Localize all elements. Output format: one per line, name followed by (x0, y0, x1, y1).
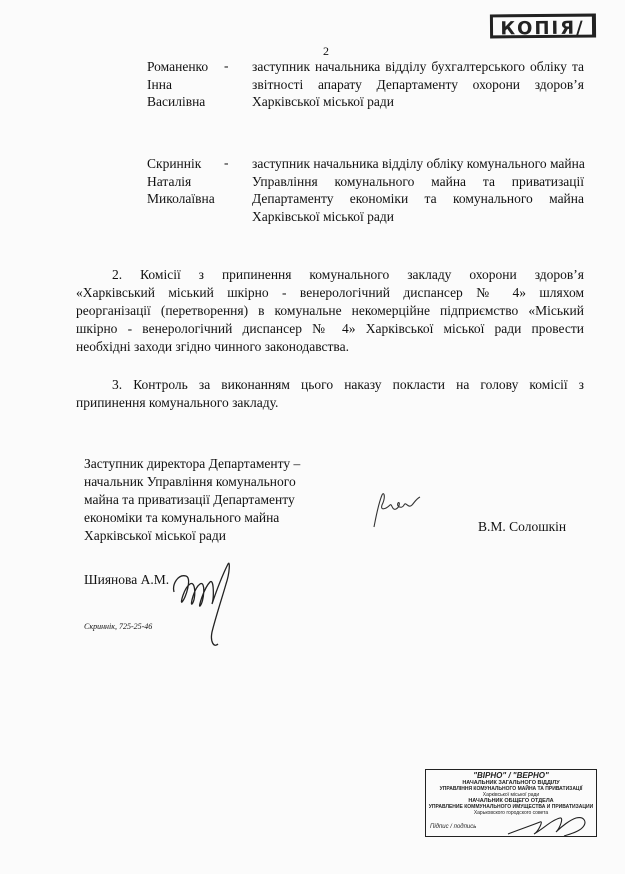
paragraph-item-2 (76, 266, 584, 356)
paragraph-line: необхідні заходи згідно чинного законодавства. (76, 339, 349, 354)
position-line: майна та приватизації Департаменту (84, 492, 295, 507)
paragraph-line: 2. Комісії з припинення комунального закладу охорони здоров’я (112, 267, 584, 282)
position-line: економіки та комунального майна (84, 510, 280, 525)
role-line: Харківської міської ради (252, 208, 395, 224)
member-dash: - (224, 155, 229, 170)
stamp-line: Харьковского городского совета (473, 810, 549, 816)
member-first-name: Інна (147, 76, 172, 92)
member-role-romanenko (252, 58, 584, 111)
member-patronymic: Миколаївна (147, 191, 215, 206)
stamp-line: УПРАВЛІННЯ КОМУНАЛЬНОГО МАЙНА ТА ПРИВАТИЗАЦІЇ (439, 786, 583, 792)
member-first-name: Наталія (147, 173, 192, 189)
certified-copy-stamp (425, 769, 597, 837)
signatory-name: В.М. Солошкін (478, 519, 567, 534)
paragraph-line: шкірно - венерологічний диспансер № 4» Харківської міської ради провести (76, 321, 584, 336)
member-role-skrynnik (252, 155, 584, 225)
stamp-line: НАЧАЛЬНИК ОБЩЕГО ОТДЕЛА (468, 798, 554, 804)
stamp-line: Харківської міської ради (482, 792, 540, 798)
copy-stamp: КОПІЯ/ (490, 14, 596, 39)
executor-name: Шиянова А.М. (84, 572, 170, 587)
stamp-title: "ВІРНО" / "ВЕРНО" (473, 771, 549, 780)
role-line: заступник начальника відділу обліку комунального майна (252, 156, 585, 171)
page-number: 2 (323, 44, 329, 58)
paragraph-line: «Харківський міський шкірно - венерологічний диспансер № 4» шляхом (76, 285, 584, 300)
phone-note: Скриннік, 725-25-46 (84, 622, 153, 631)
member-surname: Скриннік (147, 156, 202, 171)
stamp-line: НАЧАЛЬНИК ЗАГАЛЬНОГО ВІДДІЛУ (462, 780, 560, 786)
position-line: начальник Управління комунального (84, 474, 296, 489)
role-line: Харківської міської ради (252, 94, 395, 109)
paragraph-item-3 (76, 376, 584, 412)
paragraph-line: 3. Контроль за виконанням цього наказу покласти на голову комісії з (112, 377, 584, 392)
member-dash: - (224, 58, 229, 73)
member-surname: Романенко (147, 59, 209, 74)
paragraph-line: реорганізації (перетворення) в комунальне некомерційне підприємство «Міський (76, 303, 584, 318)
stamp-line: УПРАВЛЕНИЕ КОММУНАЛЬНОГО ИМУЩЕСТВА И ПРИВАТИЗАЦИИ (428, 804, 594, 810)
member-patronymic: Василівна (147, 94, 206, 109)
stamp-signature-scribble (504, 808, 594, 840)
position-line: Заступник директора Департаменту – (84, 456, 301, 471)
stamp-signature-label: Підпис / подпись (430, 824, 477, 830)
director-signature-scribble (368, 487, 424, 531)
role-line: Департаменту економіки та комунального майна (252, 191, 584, 206)
paragraph-line: припинення комунального закладу. (76, 395, 279, 410)
position-line: Харківської міської ради (84, 528, 227, 543)
executor-signature-scribble (170, 558, 240, 650)
role-line: заступник начальника відділу бухгалтерського обліку та (252, 59, 584, 74)
role-line: Управління комунального майна та приватизації (252, 173, 584, 189)
signatory-position (84, 455, 300, 545)
role-line: звітності апарату Департаменту охорони здоров’я (252, 76, 584, 92)
